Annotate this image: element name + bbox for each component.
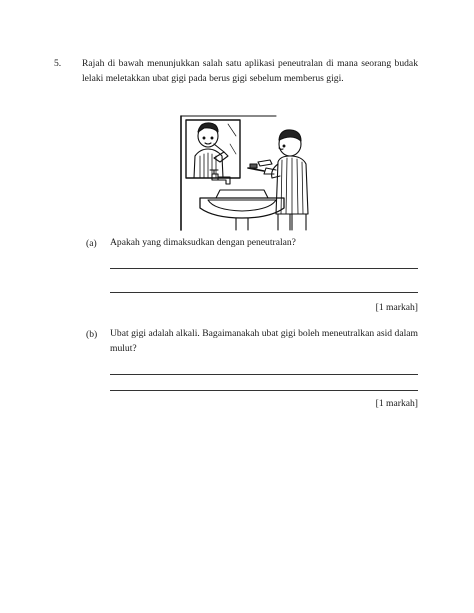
boy-brushing-teeth-at-sink-illustration bbox=[180, 114, 322, 232]
question-intro bbox=[82, 56, 418, 86]
part-a-answer-line-1[interactable] bbox=[110, 268, 418, 269]
part-b-line-2: mulut? bbox=[110, 343, 137, 354]
part-b-question bbox=[110, 326, 418, 356]
part-b-line-1: Ubat gigi adalah alkali. Bagaimanakah ubat gigi boleh meneutralkan asid dalam bbox=[110, 328, 418, 339]
question-number: 5. bbox=[54, 58, 62, 69]
part-b-answer-line-2[interactable] bbox=[110, 390, 418, 391]
illustration-svg bbox=[180, 114, 322, 232]
part-a-marks: [1 markah] bbox=[375, 302, 418, 313]
intro-line-2: lelaki meletakkan ubat gigi pada berus gigi sebelum memberus gigi. bbox=[82, 73, 344, 84]
intro-line-1: Rajah di bawah menunjukkan salah satu aplikasi peneutralan di mana seorang budak bbox=[82, 58, 418, 69]
part-a-answer-line-2[interactable] bbox=[110, 292, 418, 293]
part-b-answer-line-1[interactable] bbox=[110, 374, 418, 375]
part-b-marks: [1 markah] bbox=[375, 398, 418, 409]
part-a-label: (a) bbox=[86, 238, 97, 249]
part-b-label: (b) bbox=[86, 329, 98, 340]
part-a-question: Apakah yang dimaksudkan dengan peneutralan? bbox=[110, 237, 296, 248]
